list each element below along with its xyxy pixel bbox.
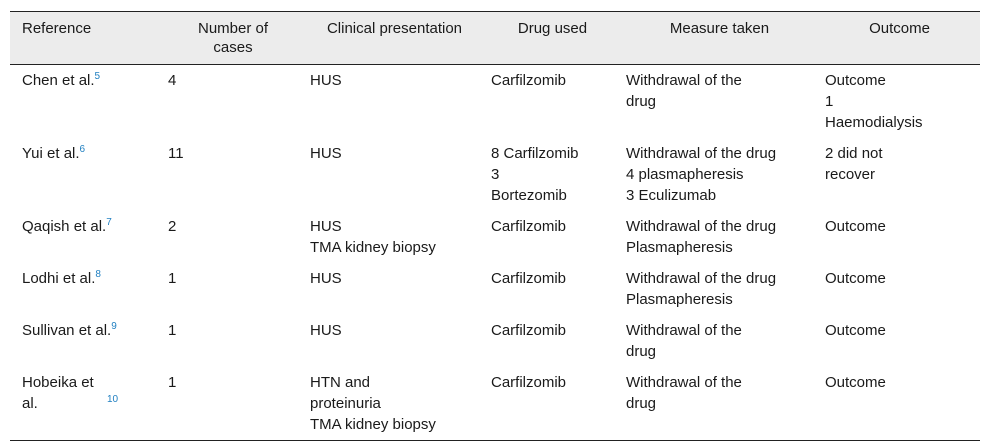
cell-line: 3 Eculizumab (626, 187, 717, 204)
number-of-cases-cell: 11 (168, 145, 184, 162)
measure-taken-cell (620, 211, 819, 263)
number-of-cases-cell: 1 (168, 374, 177, 391)
cell-line: HUS (310, 270, 342, 287)
drug-used-cell (485, 211, 620, 263)
measure-taken-cell (620, 138, 819, 211)
header-reference: Reference (22, 20, 92, 37)
cell-line: recover (825, 166, 876, 183)
cell-line: drug (626, 395, 657, 412)
cell-line: proteinuria (310, 395, 381, 412)
table-row (10, 138, 980, 211)
cell-line: 4 plasmapheresis (626, 166, 744, 183)
number-of-cases-cell: 2 (168, 218, 177, 235)
reference-citation-link[interactable]: 7 (106, 217, 112, 228)
number-of-cases-cell: 1 (168, 322, 177, 339)
reference-cell (10, 138, 162, 211)
header-drug-used: Drug used (517, 20, 588, 37)
table-row (10, 65, 980, 139)
reference-text: Chen et al. (22, 72, 95, 89)
drug-used-cell (485, 367, 620, 441)
cell-line: Carfilzomib (491, 270, 567, 287)
cell-line: Withdrawal of the drug (626, 218, 777, 235)
cell-line: Outcome (825, 72, 886, 89)
measure-taken-cell (620, 315, 819, 367)
reference-text: Yui et al. (22, 145, 80, 162)
outcome-cell (819, 211, 980, 263)
cell-line: HUS (310, 72, 342, 89)
clinical-presentation-cell (304, 263, 485, 315)
reference-citation-link[interactable]: 5 (94, 71, 101, 82)
reference-cell (10, 367, 162, 441)
table-row (10, 315, 980, 367)
number-of-cases-cell: 4 (168, 72, 177, 89)
cell-line: HUS (310, 218, 342, 235)
header-number-of-cases: Number of cases (197, 20, 269, 56)
cell-line: drug (626, 343, 657, 360)
case-reports-table-container (10, 11, 980, 441)
cell-line: Carfilzomib (491, 72, 567, 89)
cell-line: Outcome (825, 270, 886, 287)
measure-taken-cell (620, 65, 819, 139)
cell-line: 1 (825, 93, 834, 110)
table-row (10, 263, 980, 315)
cell-line: Plasmapheresis (626, 239, 733, 256)
table-row (10, 211, 980, 263)
reference-text: Lodhi et al. (22, 270, 96, 287)
reference-text: Sullivan et al. (22, 322, 112, 339)
reference-cell (10, 211, 162, 263)
cell-line: Withdrawal of the drug (626, 145, 777, 162)
cell-line: TMA kidney biopsy (310, 239, 436, 256)
cell-line: Outcome (825, 322, 886, 339)
reference-cell (10, 65, 162, 139)
cell-line: 8 Carfilzomib (491, 145, 579, 162)
cell-line: HUS (310, 145, 342, 162)
reference-cell (10, 263, 162, 315)
reference-citation-link[interactable]: 10 (107, 394, 119, 405)
cell-line: 3 (491, 166, 500, 183)
cell-line: Withdrawal of the (626, 322, 742, 339)
table-header-row (10, 12, 980, 65)
header-outcome: Outcome (869, 20, 930, 37)
header-measure-taken: Measure taken (669, 20, 770, 37)
cell-line: Withdrawal of the (626, 72, 742, 89)
table-row (10, 367, 980, 441)
clinical-presentation-cell (304, 211, 485, 263)
cell-line: Plasmapheresis (626, 291, 733, 308)
cell-line: Carfilzomib (491, 218, 567, 235)
outcome-cell (819, 65, 980, 139)
reference-citation-link[interactable]: 9 (111, 321, 117, 332)
clinical-presentation-cell (304, 65, 485, 139)
reference-citation-link[interactable]: 6 (79, 144, 86, 155)
cell-line: HUS (310, 322, 342, 339)
cell-line: Withdrawal of the drug (626, 270, 777, 287)
cell-line: TMA kidney biopsy (310, 416, 436, 433)
outcome-cell (819, 138, 980, 211)
outcome-cell (819, 367, 980, 441)
drug-used-cell (485, 263, 620, 315)
clinical-presentation-cell (304, 138, 485, 211)
number-of-cases-cell: 1 (168, 270, 177, 287)
cell-line: Carfilzomib (491, 374, 567, 391)
drug-used-cell (485, 65, 620, 139)
cell-line: HTN and (310, 374, 371, 391)
measure-taken-cell (620, 367, 819, 441)
clinical-presentation-cell (304, 367, 485, 441)
table-body (10, 65, 980, 441)
cell-line: Carfilzomib (491, 322, 567, 339)
cell-line: Haemodialysis (825, 114, 923, 131)
cell-line: Bortezomib (491, 187, 567, 204)
cell-line: Withdrawal of the (626, 374, 742, 391)
outcome-cell (819, 315, 980, 367)
clinical-presentation-cell (304, 315, 485, 367)
drug-used-cell (485, 315, 620, 367)
header-clinical-presentation: Clinical presentation (326, 20, 463, 37)
measure-taken-cell (620, 263, 819, 315)
reference-text: Hobeika et al. (22, 374, 94, 412)
reference-citation-link[interactable]: 8 (95, 269, 101, 280)
reference-text: Qaqish et al. (22, 218, 107, 235)
case-reports-table (10, 11, 980, 441)
cell-line: Outcome (825, 218, 886, 235)
reference-cell (10, 315, 162, 367)
drug-used-cell (485, 138, 620, 211)
cell-line: 2 did not (825, 145, 883, 162)
cell-line: Outcome (825, 374, 886, 391)
cell-line: drug (626, 93, 657, 110)
outcome-cell (819, 263, 980, 315)
